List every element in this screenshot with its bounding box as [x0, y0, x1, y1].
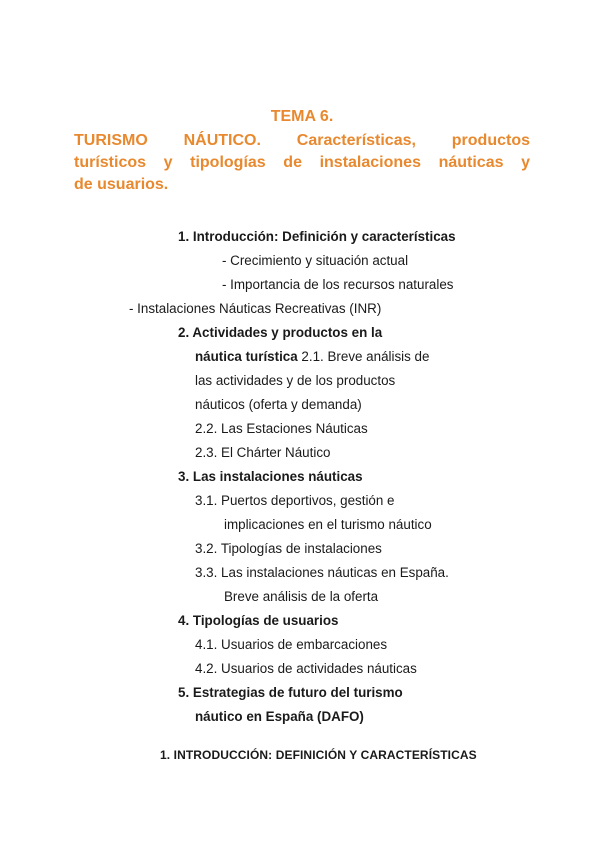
toc-section-5: 5. Estrategias de futuro del turismo [178, 685, 403, 700]
toc-section-1: 1. Introducción: Definición y características [178, 229, 456, 244]
title-line-3: de usuarios. [74, 176, 169, 193]
toc-item: - Instalaciones Náuticas Recreativas (INR) [129, 301, 382, 316]
toc-section-2: 2. Actividades y productos en la [178, 325, 383, 340]
toc-item: 4.1. Usuarios de embarcaciones [195, 637, 388, 652]
toc-item: las actividades y de los productos [195, 373, 396, 388]
toc-section-5-continuation: náutico en España (DAFO) [195, 709, 364, 724]
toc-item: 3.3. Las instalaciones náuticas en España. [195, 565, 449, 580]
document-title [74, 130, 530, 196]
toc-item: náuticos (oferta y demanda) [195, 397, 362, 412]
toc-section-4: 4. Tipologías de usuarios [178, 613, 339, 628]
title-line-1: TURISMO NÁUTICO. Características, productos [74, 132, 530, 149]
toc-item: - Importancia de los recursos naturales [222, 277, 454, 292]
title-number: TEMA 6. [270, 108, 334, 125]
toc-item: implicaciones en el turismo náutico [224, 517, 432, 532]
toc-item: 3.1. Puertos deportivos, gestión e [195, 493, 395, 508]
toc-item: 2.1. Breve análisis de [297, 349, 430, 364]
toc-item: 3.2. Tipologías de instalaciones [195, 541, 382, 556]
toc-item: 4.2. Usuarios de actividades náuticas [195, 661, 417, 676]
toc-section-2-continuation [195, 345, 429, 369]
title-line-2: turísticos y tipologías de instalaciones náuticas y [74, 154, 530, 171]
toc-item: 2.3. El Chárter Náutico [195, 445, 331, 460]
toc-item: Breve análisis de la oferta [224, 589, 379, 604]
section-heading: 1. INTRODUCCIÓN: DEFINICIÓN Y CARACTERÍSTICAS [160, 748, 477, 762]
toc-item: - Crecimiento y situación actual [222, 253, 409, 268]
toc-item: 2.2. Las Estaciones Náuticas [195, 421, 368, 436]
toc-section-2-bold: náutica turística [195, 349, 298, 364]
toc-section-3: 3. Las instalaciones náuticas [178, 469, 363, 484]
